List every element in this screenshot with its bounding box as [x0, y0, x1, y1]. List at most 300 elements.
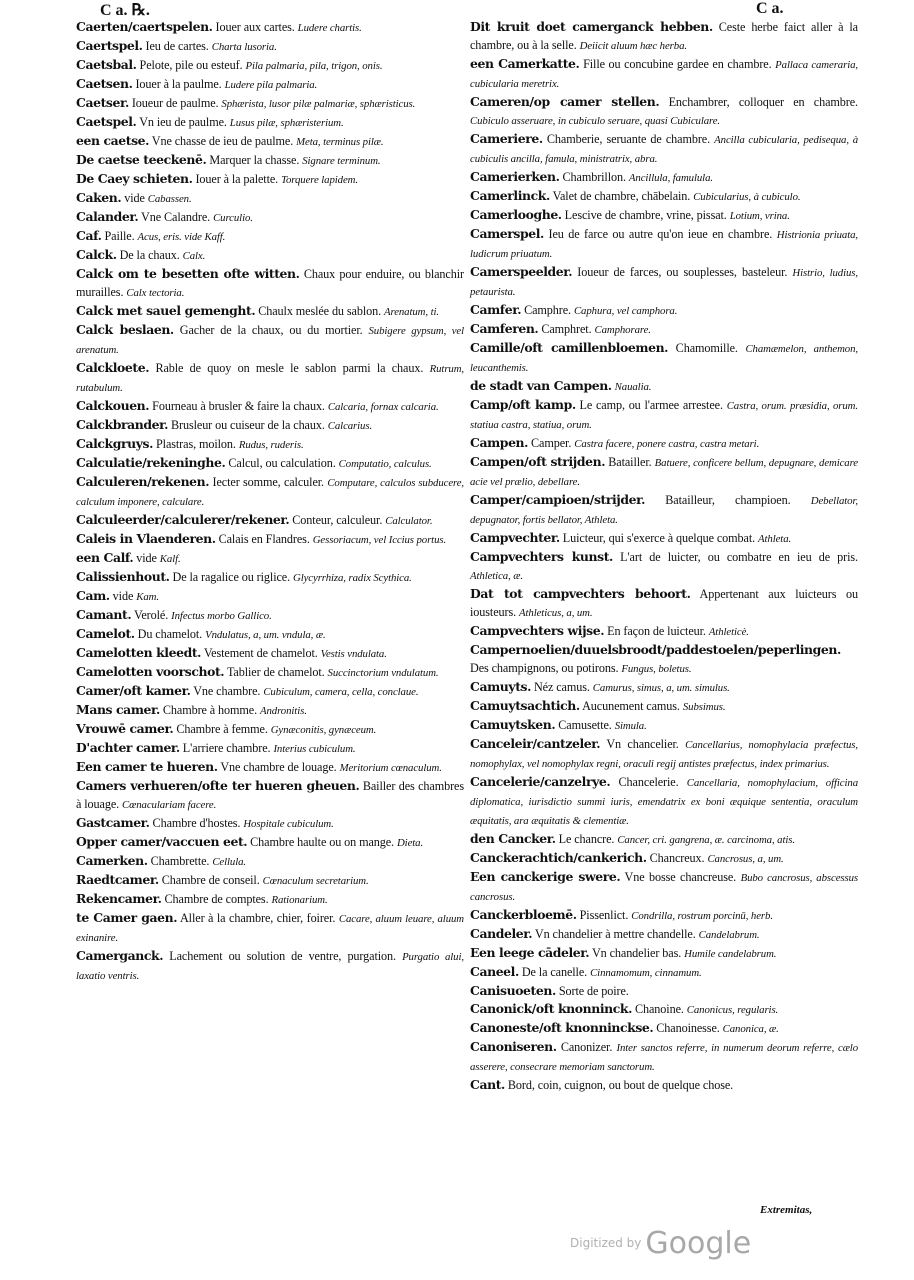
dictionary-entry — [470, 1076, 858, 1094]
dictionary-entry — [76, 246, 464, 265]
latin-gloss: Caphura, vel camphora. — [573, 305, 678, 317]
latin-gloss: Rutrum, rutabulum. — [76, 363, 465, 394]
headword: Dat tot campvechters behoort. — [470, 586, 691, 601]
french-gloss: vide — [136, 551, 157, 565]
headword: Cameriere. — [470, 131, 543, 146]
dictionary-entry — [76, 18, 464, 37]
latin-gloss: Sphærista, lusor pilæ palmariæ, sphæristicus. — [221, 98, 416, 110]
latin-gloss: Cinnamomum, cinnamum. — [590, 967, 702, 979]
latin-gloss: Rationarium. — [271, 894, 328, 906]
french-gloss: Néz camus. — [533, 680, 590, 694]
dictionary-entry — [76, 606, 464, 625]
latin-gloss: Dieta. — [396, 837, 424, 849]
headword: Canoneste/oft knonninckse. — [470, 1020, 654, 1035]
headword: Raedtcamer. — [76, 872, 159, 887]
headword: Caleis in Vlaenderen. — [76, 531, 216, 546]
french-gloss: Ieu de cartes. — [145, 39, 209, 53]
dictionary-entry — [470, 396, 858, 434]
headword: Vrouwē camer. — [76, 721, 174, 736]
latin-gloss: Calx. — [182, 250, 206, 262]
french-gloss: Iouer à la palette. — [195, 172, 279, 186]
dictionary-entry — [76, 132, 464, 151]
french-gloss: Chambrette. — [150, 854, 210, 868]
latin-gloss: Canonicus, regularis. — [686, 1004, 779, 1016]
french-gloss: Vn chandelier bas. — [591, 946, 682, 960]
french-gloss: Camphret. — [541, 322, 592, 336]
running-header — [70, 0, 870, 20]
dictionary-entry — [76, 701, 464, 720]
dictionary-entry — [470, 339, 858, 377]
headword: Cant. — [470, 1077, 505, 1092]
headword: Canckerachtich/cankerich. — [470, 850, 647, 865]
dictionary-entry — [470, 735, 858, 773]
french-gloss: Enchambrer, colloquer en chambre. — [668, 95, 858, 109]
french-gloss: Aller à la chambre, chier, foirer. — [179, 911, 336, 925]
latin-gloss: Subigere gypsum, vel arenatum. — [76, 325, 465, 356]
headword: Camer/oft kamer. — [76, 683, 191, 698]
latin-gloss: Purgatio alui, laxatio ventris. — [76, 951, 464, 982]
latin-gloss: Ludere chartis. — [297, 22, 362, 34]
latin-gloss: Candelabrum. — [698, 929, 760, 941]
latin-gloss: Calculator. — [385, 515, 433, 527]
latin-gloss: Subsimus. — [682, 701, 726, 713]
french-gloss: Paille. — [104, 229, 135, 243]
dictionary-entry — [76, 814, 464, 833]
headword: Camers verhueren/ofte ter hueren gheuen. — [76, 778, 360, 793]
french-gloss: Chambre de conseil. — [161, 873, 260, 887]
latin-gloss: Vestis vndulata. — [320, 648, 387, 660]
latin-gloss: Athleticus, a, um. — [519, 607, 593, 619]
google-logo: Google — [645, 1226, 752, 1261]
french-gloss: Lescive de chambre, vrine, pissat. — [564, 208, 727, 222]
dictionary-entry — [76, 265, 464, 302]
french-gloss: Conteur, calculeur. — [292, 513, 383, 527]
headword: den Cancker. — [470, 831, 556, 846]
headword: een caetse. — [76, 133, 150, 148]
headword: Calck beslaen. — [76, 322, 174, 337]
dictionary-entry — [470, 585, 858, 622]
headword: Camerspel. — [470, 226, 544, 241]
headword: Caken. — [76, 190, 122, 205]
dictionary-entry — [470, 773, 858, 830]
headword: Campernoelien/duuelsbroodt/paddestoelen/peperlingen. — [470, 642, 841, 657]
french-gloss: Ioueur de paulme. — [131, 96, 219, 110]
headword: Calander. — [76, 209, 139, 224]
french-gloss: Chaulx meslée du sablon. — [258, 304, 382, 318]
latin-gloss: Cacare, aluum leuare, aluum exinanire. — [76, 913, 464, 944]
french-gloss: Canonizer. — [560, 1040, 613, 1054]
headword: Mans camer. — [76, 702, 160, 717]
french-gloss: Vn chancelier. — [606, 737, 679, 751]
dictionary-entry — [470, 641, 858, 678]
latin-gloss: Athletica, æ. — [470, 570, 523, 582]
french-gloss: Chancreux. — [649, 851, 705, 865]
french-gloss: Fille ou concubine gardee en chambre. — [583, 57, 772, 71]
latin-gloss: Ancilla cubicularia, pedisequa, à cubiculis ancilla, famula, ministratrix, abra. — [470, 134, 858, 165]
dictionary-entry — [76, 739, 464, 758]
headword: Canceleir/cantzeler. — [470, 736, 601, 751]
french-gloss: Calcul, ou calculation. — [228, 456, 336, 470]
latin-gloss: Histrionia priuata, ludicrum priuatum. — [470, 229, 858, 260]
headword: Camuyts. — [470, 679, 532, 694]
headword: Caetsbal. — [76, 57, 137, 72]
french-gloss: Iouer à la paulme. — [135, 77, 222, 91]
headword: Camille/oft camillenbloemen. — [470, 340, 669, 355]
headword: Dit kruit doet camerganck hebben. — [470, 19, 713, 34]
headword: Candeler. — [470, 926, 533, 941]
dictionary-entry — [470, 55, 858, 93]
dictionary-entry — [470, 18, 858, 55]
latin-gloss: Inter sanctos referre, in numerum deorum referre, cælo asserere, consecrare memoriam sanctorum. — [470, 1042, 859, 1073]
french-gloss: De la chaux. — [119, 248, 180, 262]
headword: Canoniseren. — [470, 1039, 557, 1054]
dictionary-entry — [76, 663, 464, 682]
headword: Caetsen. — [76, 76, 133, 91]
french-gloss: Batailleur, champioen. — [665, 493, 791, 507]
french-gloss: Chanoine. — [634, 1002, 684, 1016]
latin-gloss: Fungus, boletus. — [621, 663, 692, 675]
french-gloss: Rable de quoy on mesle le sablon parmi la chaux. — [155, 361, 424, 375]
dictionary-entry — [470, 1019, 858, 1038]
dictionary-entry — [76, 720, 464, 739]
dictionary-entry — [470, 925, 858, 944]
dictionary-entry — [470, 434, 858, 453]
latin-gloss: Pila palmaria, pila, trigon, onis. — [245, 60, 383, 72]
french-gloss: Des champignons, ou potirons. — [470, 661, 619, 675]
french-gloss: Iecter somme, calculer. — [212, 475, 324, 489]
dictionary-entry — [76, 208, 464, 227]
french-gloss: Vn ieu de paulme. — [139, 115, 227, 129]
french-gloss: Chanoinesse. — [656, 1021, 720, 1035]
dictionary-entry — [470, 548, 858, 585]
french-gloss: Chancelerie. — [618, 775, 679, 789]
latin-gloss: Naualia. — [614, 381, 652, 393]
latin-gloss: Cellula. — [212, 856, 247, 868]
french-gloss: Ioueur de farces, ou souplesses, basteleur. — [577, 265, 788, 279]
latin-gloss: Cancellarius, nomophylacia præfectus, nomophylax, vel nomophylax regni, oraculi regij antistes præfectus, index primarius. — [470, 739, 859, 770]
french-gloss: Camusette. — [558, 718, 612, 732]
latin-gloss: Calx tectoria. — [126, 287, 185, 299]
dictionary-entry — [76, 625, 464, 644]
headword: Calculeerder/calculerer/rekener. — [76, 512, 290, 527]
latin-gloss: Cœnaculum secretarium. — [262, 875, 369, 887]
french-gloss: Vne chambre. — [193, 684, 261, 698]
headword: Camerspeelder. — [470, 264, 573, 279]
dictionary-entry — [76, 113, 464, 132]
headword: een Camerkatte. — [470, 56, 580, 71]
headword: Calckloete. — [76, 360, 150, 375]
dictionary-entry — [470, 697, 858, 716]
dictionary-entry — [76, 321, 464, 359]
dictionary-entry — [76, 568, 464, 587]
french-gloss: Bord, coin, cuignon, ou bout de quelque chose. — [507, 1078, 734, 1092]
latin-gloss: Arenatum, ti. — [384, 306, 439, 318]
headword: Camper/campioen/strijder. — [470, 492, 646, 507]
latin-gloss: Meta, terminus pilæ. — [296, 136, 384, 148]
french-gloss: Batailler. — [608, 455, 652, 469]
headword: Camerganck. — [76, 948, 164, 963]
french-gloss: Vne bosse chancreuse. — [624, 870, 737, 884]
french-gloss: Chaux pour enduire, ou blanchir murailles. — [76, 267, 464, 299]
dictionary-entry — [76, 473, 464, 511]
latin-gloss: Castra, orum. præsidia, orum. statiua castra, statiua, orum. — [470, 400, 858, 431]
latin-gloss: Ancillula, famulula. — [628, 172, 713, 184]
headword: Gastcamer. — [76, 815, 150, 830]
latin-gloss: Andronitis. — [260, 705, 307, 717]
digitized-by-google-watermark — [570, 1226, 751, 1261]
latin-gloss: Signare terminum. — [302, 155, 381, 167]
latin-gloss: Batuere, conficere bellum, depugnare, demicare acie vel prælio, debellare. — [470, 457, 858, 488]
latin-gloss: Calcaria, fornax calcaria. — [327, 401, 439, 413]
dictionary-entry — [470, 716, 858, 735]
latin-gloss: Computare, calculos subducere, calculum imponere, calculare. — [76, 477, 464, 508]
latin-gloss: Gynæconitis, gynæceum. — [270, 724, 377, 736]
french-gloss: Verolé. — [134, 608, 169, 622]
dictionary-entry — [76, 947, 464, 985]
headword: Calck om te besetten ofte witten. — [76, 266, 300, 281]
headword: Campen/oft strijden. — [470, 454, 606, 469]
headword: Calckgruys. — [76, 436, 154, 451]
dictionary-entry — [470, 678, 858, 697]
dictionary-entry — [470, 963, 858, 982]
dictionary-entry — [76, 416, 464, 435]
latin-gloss: Charta lusoria. — [211, 41, 277, 53]
dictionary-entry — [470, 849, 858, 868]
french-gloss: Chamberie, seruante de chambre. — [546, 132, 711, 146]
header-left-mark: C a. ℞. — [100, 2, 150, 19]
dictionary-entry — [76, 511, 464, 530]
latin-gloss: Cabassen. — [147, 193, 192, 205]
headword: Camp/oft kamp. — [470, 397, 576, 412]
dictionary-entry — [76, 530, 464, 549]
dictionary-entry — [470, 491, 858, 529]
headword: Campen. — [470, 435, 529, 450]
latin-gloss: Succinctorium vndulatum. — [327, 667, 439, 679]
headword: Camerlinck. — [470, 188, 550, 203]
french-gloss: Appertenant aux luicteurs ou iousteurs. — [470, 587, 859, 619]
french-gloss: Chambre d'hostes. — [152, 816, 241, 830]
dictionary-entry — [470, 263, 858, 301]
french-gloss: Aucunement camus. — [582, 699, 680, 713]
french-gloss: Le camp, ou l'armee arrestee. — [579, 398, 723, 412]
headword: Calculatie/rekeninghe. — [76, 455, 226, 470]
latin-gloss: Acus, eris. vide Kaff. — [137, 231, 226, 243]
headword: Een leege cādeler. — [470, 945, 590, 960]
latin-gloss: Glycyrrhiza, radix Scythica. — [293, 572, 412, 584]
dictionary-entry — [470, 93, 858, 130]
headword: Caerten/caertspelen. — [76, 19, 213, 34]
latin-gloss: Kam. — [136, 591, 159, 603]
french-gloss: Camper. — [531, 436, 572, 450]
french-gloss: Chambre à homme. — [162, 703, 258, 717]
latin-gloss: Athleta. — [758, 533, 792, 545]
latin-gloss: Calcarius. — [327, 420, 373, 432]
headword: Canckerbloemē. — [470, 907, 577, 922]
headword: Canisuoeten. — [470, 983, 556, 998]
latin-gloss: Histrio, ludius, petaurista. — [470, 267, 859, 298]
headword: Caetspel. — [76, 114, 137, 129]
latin-gloss: Meritorium cœnaculum. — [339, 762, 442, 774]
latin-gloss: Ludere pila palmaria. — [224, 79, 318, 91]
latin-gloss: Humile candelabrum. — [684, 948, 777, 960]
latin-gloss: Kalf. — [159, 553, 181, 565]
latin-gloss: Pallaca cameraria, cubicularia meretrix. — [470, 59, 859, 90]
dictionary-entry — [470, 906, 858, 925]
latin-gloss: Cœnaculariam facere. — [122, 799, 217, 811]
latin-gloss: Bubo cancrosus, abscessus cancrosus. — [470, 872, 858, 903]
dictionary-entry — [470, 453, 858, 491]
dictionary-entry — [470, 377, 858, 396]
dictionary-entry — [470, 320, 858, 339]
dictionary-entry — [470, 830, 858, 849]
latin-gloss: Interius cubiculum. — [273, 743, 356, 755]
french-gloss: Luicteur, qui s'exerce à quelque combat. — [562, 531, 756, 545]
latin-gloss: Hospitale cubiculum. — [243, 818, 334, 830]
dictionary-entry — [76, 852, 464, 871]
latin-gloss: Infectus morbo Gallico. — [171, 610, 272, 622]
french-gloss: Calais en Flandres. — [218, 532, 310, 546]
headword: Camuytsachtich. — [470, 698, 580, 713]
dictionary-entry — [76, 587, 464, 606]
latin-gloss: Debellator, depugnator, fortis bellator, Athleta. — [470, 495, 858, 526]
french-gloss: Valet de chambre, chābelain. — [552, 189, 691, 203]
headword: Camerierken. — [470, 169, 560, 184]
headword: Camant. — [76, 607, 132, 622]
headword: Opper camer/vaccuen eet. — [76, 834, 248, 849]
headword: Campvechters kunst. — [470, 549, 613, 564]
french-gloss: L'arriere chambre. — [182, 741, 271, 755]
french-gloss: Chambre de comptes. — [164, 892, 269, 906]
dictionary-entry — [470, 1038, 858, 1076]
headword: Calculeren/rekenen. — [76, 474, 210, 489]
french-gloss: Brusleur ou cuiseur de la chaux. — [170, 418, 325, 432]
dictionary-entry — [470, 982, 858, 1000]
headword: Calckouen. — [76, 398, 150, 413]
french-gloss: Vne Calandre. — [141, 210, 211, 224]
french-gloss: Pissenlict. — [579, 908, 629, 922]
french-gloss: Ceste herbe faict aller à la chambre, ou à la selle. — [470, 20, 858, 52]
dictionary-entry — [76, 454, 464, 473]
dictionary-entry — [76, 302, 464, 321]
french-gloss: En façon de luicteur. — [607, 624, 706, 638]
dictionary-entry — [470, 187, 858, 206]
dictionary-entry — [76, 871, 464, 890]
french-gloss: Vestement de chamelot. — [203, 646, 318, 660]
headword: de stadt van Campen. — [470, 378, 612, 393]
latin-gloss: Computatio, calculus. — [338, 458, 432, 470]
headword: Cam. — [76, 588, 110, 603]
french-gloss: Fourneau à brusler & faire la chaux. — [152, 399, 325, 413]
latin-gloss: Lusus pilæ, sphæristerium. — [229, 117, 344, 129]
latin-gloss: Cubicularius, à cubiculo. — [693, 191, 801, 203]
dictionary-entry — [470, 168, 858, 187]
french-gloss: Du chamelot. — [137, 627, 203, 641]
dictionary-entry — [470, 130, 858, 168]
dictionary-entry — [76, 227, 464, 246]
latin-gloss: Deiicit aluum hæc herba. — [579, 40, 687, 52]
dictionary-entry — [76, 549, 464, 568]
header-right-mark: C a. — [756, 0, 784, 17]
french-gloss: Plastras, moilon. — [155, 437, 236, 451]
headword: Camfer. — [470, 302, 522, 317]
latin-gloss: Lotium, vrina. — [729, 210, 790, 222]
headword: een Calf. — [76, 550, 134, 565]
french-gloss: Gacher de la chaux, ou du mortier. — [179, 323, 363, 337]
digitized-label: Digitized by — [570, 1236, 642, 1250]
left-column — [76, 18, 464, 985]
french-gloss: Pelote, pile ou esteuf. — [139, 58, 243, 72]
french-gloss: vide — [124, 191, 145, 205]
dictionary-entry — [76, 94, 464, 113]
french-gloss: Vn chandelier à mettre chandelle. — [534, 927, 696, 941]
dictionary-entry — [76, 359, 464, 397]
french-gloss: Iouer aux cartes. — [215, 20, 295, 34]
dictionary-entry — [76, 644, 464, 663]
dictionary-entry — [76, 909, 464, 947]
headword: Caneel. — [470, 964, 519, 979]
headword: Een canckerige swere. — [470, 869, 621, 884]
headword: Caf. — [76, 228, 102, 243]
headword: Canonick/oft knonninck. — [470, 1001, 633, 1016]
dictionary-entry — [76, 682, 464, 701]
dictionary-entry — [470, 225, 858, 263]
headword: Cancelerie/canzelrye. — [470, 774, 611, 789]
dictionary-entry — [470, 944, 858, 963]
headword: Caertspel. — [76, 38, 143, 53]
french-gloss: Lachement ou solution de ventre, purgation. — [169, 949, 396, 963]
headword: Camelotten kleedt. — [76, 645, 202, 660]
dictionary-entry — [76, 189, 464, 208]
french-gloss: Bailler des chambres à louage. — [76, 779, 464, 811]
latin-gloss: Cubiculum, camera, cella, conclaue. — [263, 686, 419, 698]
dictionary-entry — [76, 151, 464, 170]
dictionary-entry — [76, 75, 464, 94]
headword: Camerlooghe. — [470, 207, 562, 222]
headword: Camuytsken. — [470, 717, 556, 732]
dictionary-entry — [470, 1000, 858, 1019]
dictionary-entry — [470, 868, 858, 906]
dictionary-entry — [470, 301, 858, 320]
headword: Calissienhout. — [76, 569, 170, 584]
headword: Campvechters wijse. — [470, 623, 605, 638]
french-gloss: Marquer la chasse. — [209, 153, 300, 167]
french-gloss: Le chancre. — [558, 832, 615, 846]
french-gloss: Chamomille. — [675, 341, 738, 355]
headword: Campvechter. — [470, 530, 560, 545]
french-gloss: Vne chambre de louage. — [220, 760, 337, 774]
dictionary-entry — [76, 435, 464, 454]
latin-gloss: Chamæmelon, anthemon, leucanthemis. — [470, 343, 859, 374]
latin-gloss: Torquere lapidem. — [281, 174, 358, 186]
headword: te Camer gaen. — [76, 910, 178, 925]
latin-gloss: Camphorare. — [594, 324, 651, 336]
headword: Een camer te hueren. — [76, 759, 218, 774]
headword: Caetser. — [76, 95, 129, 110]
latin-gloss: Cancer, cri. gangrena, æ. carcinoma, atis. — [617, 834, 795, 846]
french-gloss: Camphre. — [524, 303, 571, 317]
latin-gloss: Cancellaria, nomophylacium, officina diplomatica, iurisdictio summi iuris, emendatrix ex boni æquique sententia, oraculum æquitatis, ara æquitatis & clementiæ. — [470, 777, 858, 827]
latin-gloss: Curculio. — [213, 212, 253, 224]
dictionary-entry — [76, 56, 464, 75]
headword: De Caey schieten. — [76, 171, 193, 186]
french-gloss: vide — [112, 589, 134, 603]
headword: Rekencamer. — [76, 891, 162, 906]
headword: Camerken. — [76, 853, 148, 868]
headword: De caetse teeckenē. — [76, 152, 207, 167]
headword: Calckbrander. — [76, 417, 169, 432]
headword: Camelotten voorschot. — [76, 664, 225, 679]
latin-gloss: Cancrosus, a, um. — [707, 853, 784, 865]
